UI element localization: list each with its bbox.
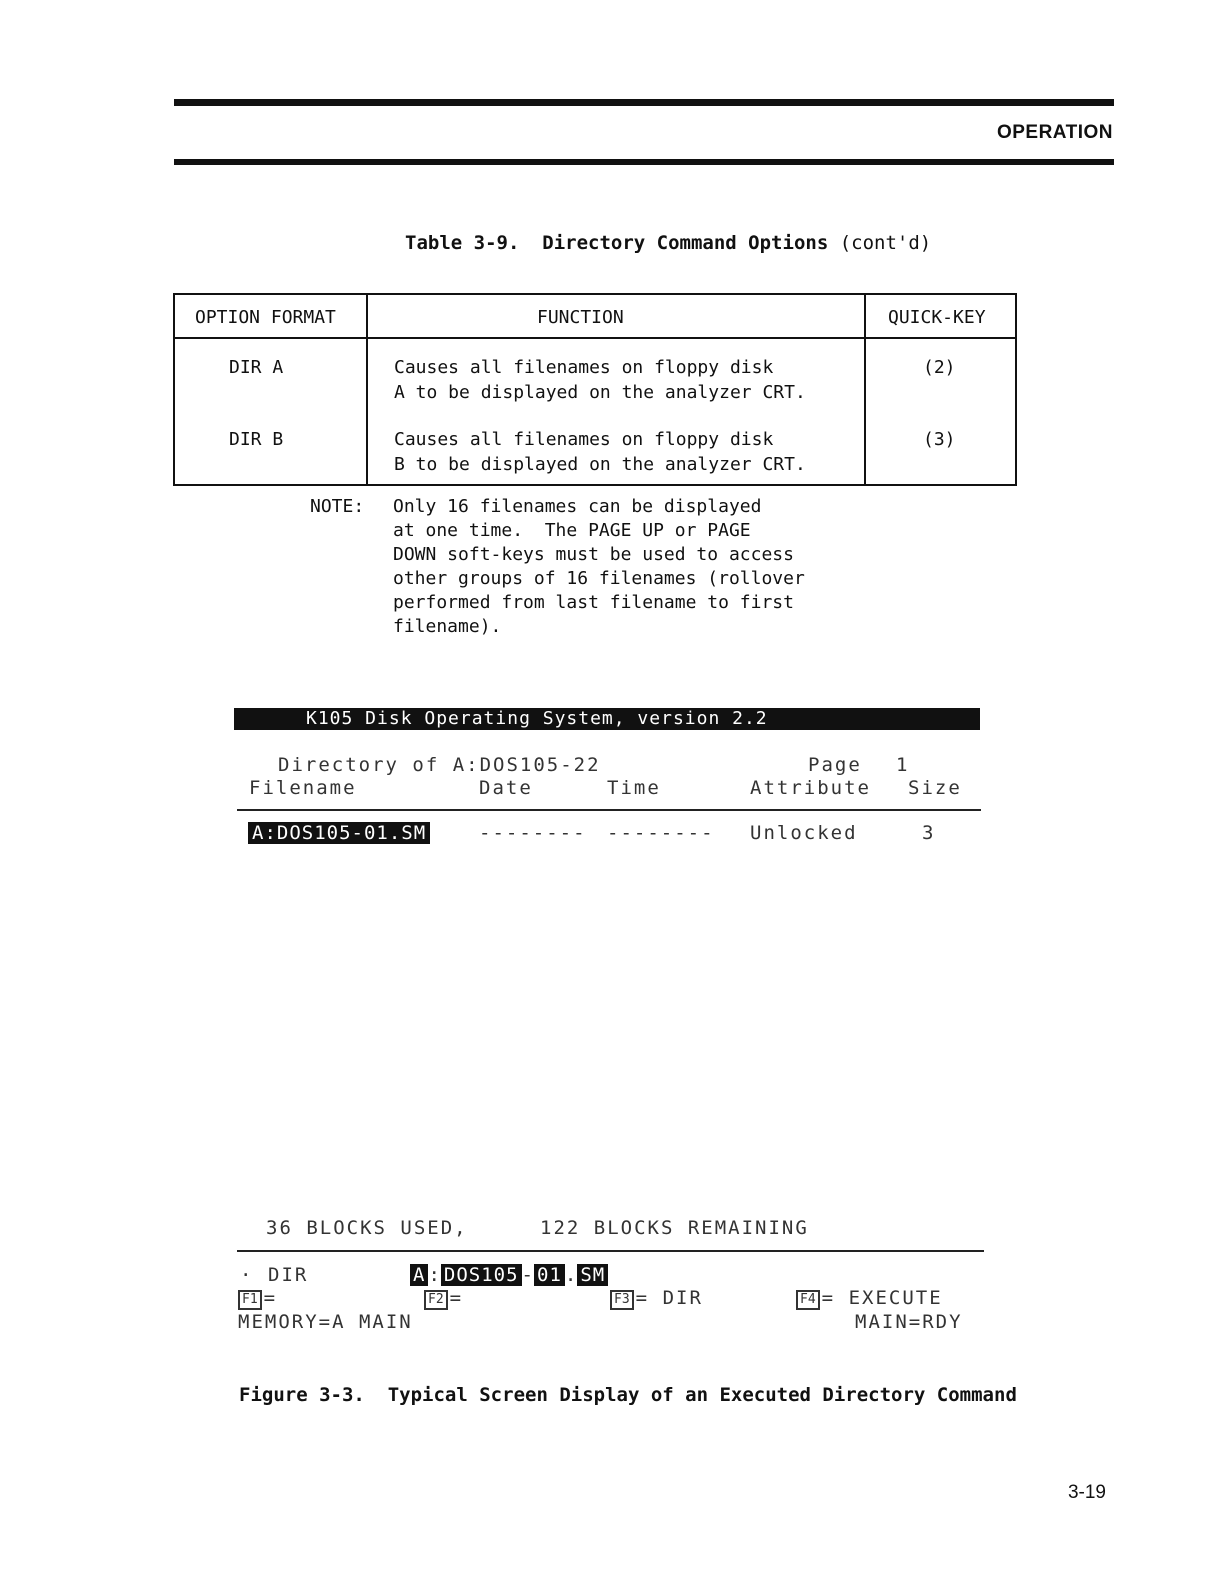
row-quick-key: (3) xyxy=(923,429,956,450)
command-text: DIR xyxy=(268,1264,309,1286)
note-line: filename). xyxy=(393,616,502,637)
column-header-quick-key: QUICK-KEY xyxy=(888,307,986,328)
header-rule-bottom xyxy=(174,159,1114,165)
table-divider xyxy=(366,295,368,484)
softkey-label: DIR xyxy=(662,1287,703,1309)
row-function-line: A to be displayed on the analyzer CRT. xyxy=(394,382,806,403)
row-quick-key: (2) xyxy=(923,357,956,378)
note-line: Only 16 filenames can be displayed xyxy=(393,496,762,517)
file-entry-attribute: Unlocked xyxy=(750,822,858,844)
command-path-dash: - xyxy=(521,1264,534,1286)
command-path-name: DOS105 xyxy=(441,1264,522,1286)
note-line: performed from last filename to first xyxy=(393,592,794,613)
softkey-f1[interactable] xyxy=(238,1287,277,1310)
column-header-option-format: OPTION FORMAT xyxy=(195,307,336,328)
header-rule-top xyxy=(174,99,1114,106)
note-label: NOTE: xyxy=(310,496,365,517)
f4-key-icon: F4 xyxy=(796,1290,820,1310)
row-function-line: Causes all filenames on floppy disk xyxy=(394,357,774,378)
file-entry-time: -------- xyxy=(607,822,715,844)
row-function-line: B to be displayed on the analyzer CRT. xyxy=(394,454,806,475)
figure-title: Typical Screen Display of an Executed Directory Command xyxy=(387,1384,1017,1406)
table-caption-label: Table 3-9. xyxy=(405,232,520,254)
softkey-eq: = xyxy=(449,1287,464,1309)
file-entry-size: 3 xyxy=(922,822,936,844)
row-option: DIR B xyxy=(229,429,284,450)
row-function-line: Causes all filenames on floppy disk xyxy=(394,429,774,450)
column-header-function: FUNCTION xyxy=(537,307,624,328)
file-entry-date: -------- xyxy=(479,822,587,844)
file-entry-selected[interactable]: A:DOS105-01.SM xyxy=(248,822,430,844)
command-path-drive: A xyxy=(410,1264,428,1286)
table-caption xyxy=(405,232,931,254)
directory-header-rule xyxy=(237,809,981,811)
page-label: Page xyxy=(808,754,862,776)
table-header-rule xyxy=(175,337,1015,339)
directory-label: Directory of A:DOS105-22 xyxy=(278,754,601,776)
command-path-ext: SM xyxy=(577,1264,608,1286)
table-caption-suffix: (cont'd) xyxy=(839,232,932,254)
command-path-dot: . xyxy=(564,1264,578,1286)
f3-key-icon: F3 xyxy=(610,1290,634,1310)
softkey-f4[interactable] xyxy=(796,1287,943,1310)
page-number: 1 xyxy=(896,754,910,776)
status-rule xyxy=(237,1250,984,1252)
softkey-f2[interactable] xyxy=(424,1287,463,1310)
column-attribute: Attribute xyxy=(750,777,871,799)
page-number-footer: 3-19 xyxy=(1067,1482,1106,1503)
table-divider xyxy=(864,295,866,484)
command-path-num: 01 xyxy=(534,1264,565,1286)
column-time: Time xyxy=(607,777,661,799)
section-title: OPERATION xyxy=(996,122,1113,143)
figure-caption xyxy=(239,1384,1017,1406)
status-memory: MEMORY=A MAIN xyxy=(238,1311,413,1333)
row-option: DIR A xyxy=(229,357,284,378)
note-line: other groups of 16 filenames (rollover xyxy=(393,568,805,589)
note-line: at one time. The PAGE UP or PAGE xyxy=(393,520,751,541)
f2-key-icon: F2 xyxy=(424,1290,448,1310)
softkey-eq: = xyxy=(635,1287,650,1309)
blocks-used: 36 BLOCKS USED, xyxy=(266,1217,468,1239)
command-path-colon: : xyxy=(428,1264,441,1286)
softkey-f3[interactable] xyxy=(610,1287,703,1310)
options-table xyxy=(173,293,1017,486)
note-line: DOWN soft-keys must be used to access xyxy=(393,544,794,565)
figure-label: Figure 3-3. xyxy=(239,1384,365,1406)
command-path[interactable] xyxy=(410,1264,608,1286)
softkey-eq: = xyxy=(263,1287,278,1309)
table-caption-title: Directory Command Options xyxy=(542,232,829,254)
softkey-eq: = xyxy=(821,1287,836,1309)
screen-title-bar xyxy=(234,708,980,730)
column-filename: Filename xyxy=(249,777,357,799)
column-date: Date xyxy=(479,777,533,799)
softkey-label: EXECUTE xyxy=(848,1287,943,1309)
f1-key-icon: F1 xyxy=(238,1290,262,1310)
column-size: Size xyxy=(908,777,962,799)
screen-title: K105 Disk Operating System, version 2.2 xyxy=(306,708,768,729)
command-prompt-dot: · xyxy=(240,1264,254,1286)
status-ready: MAIN=RDY xyxy=(855,1311,963,1333)
blocks-remaining: 122 BLOCKS REMAINING xyxy=(540,1217,809,1239)
